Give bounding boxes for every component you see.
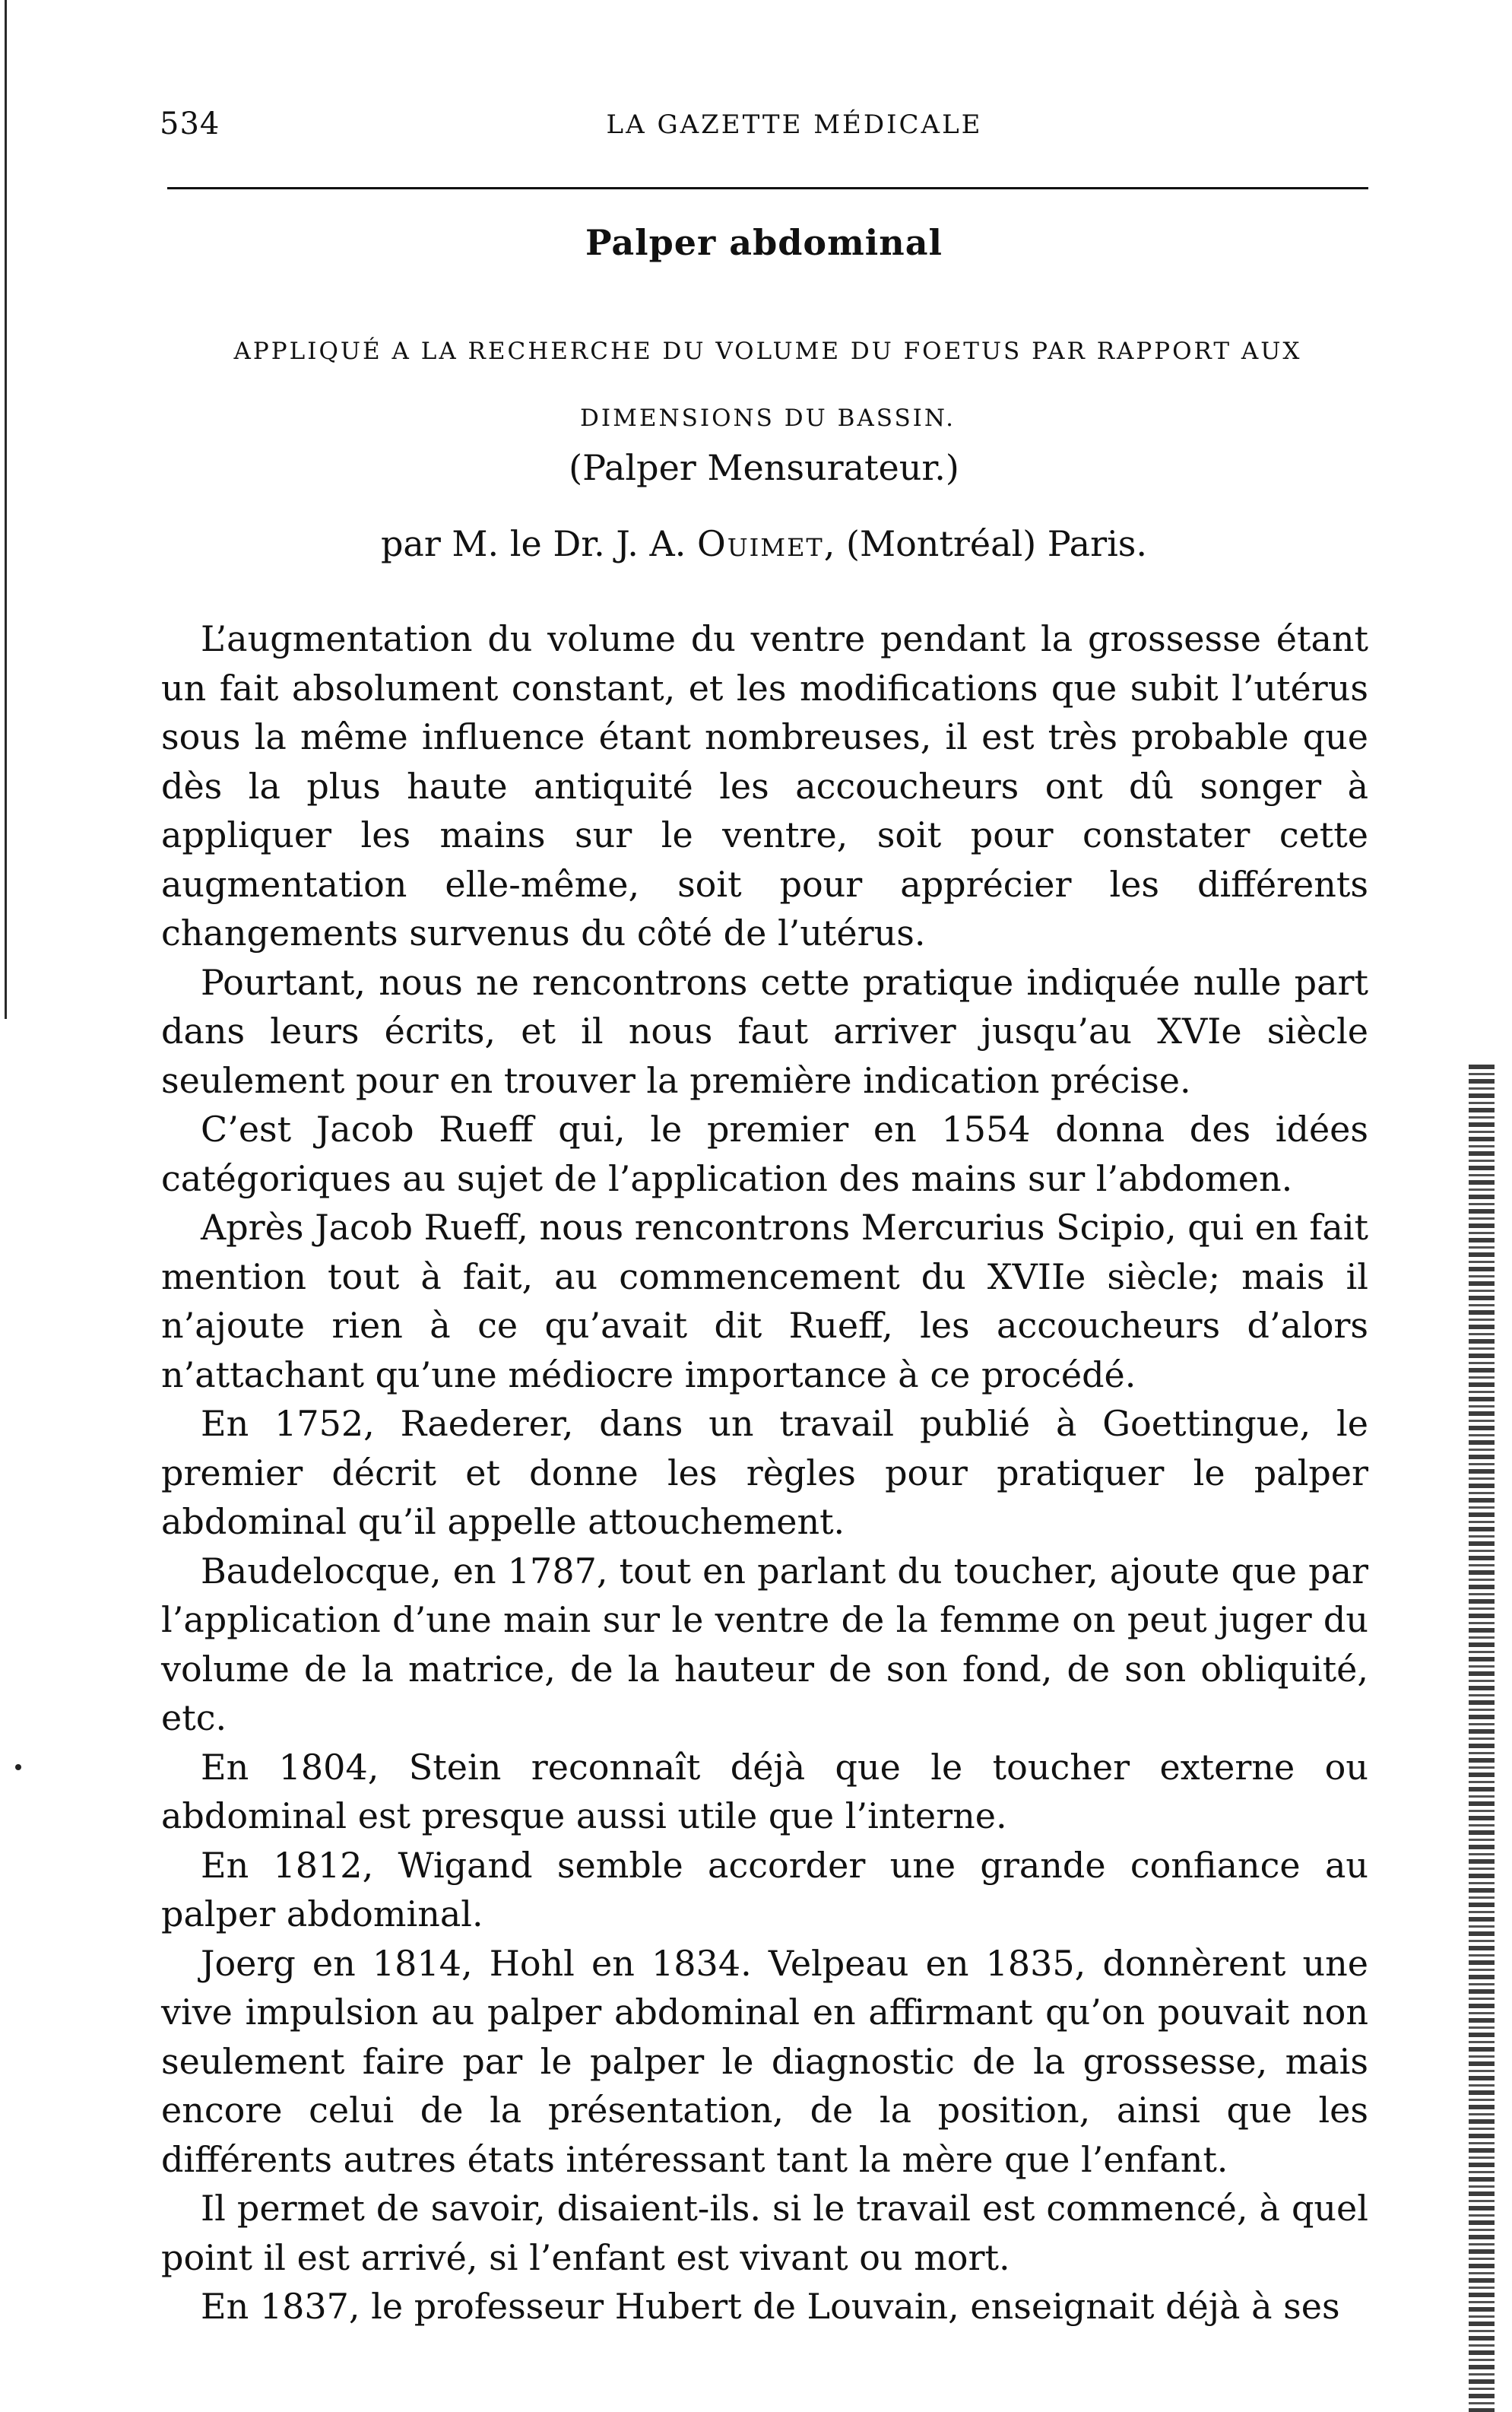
paragraph: En 1837, le professeur Hubert de Louvain, enseignait déjà à ses xyxy=(201,2286,1340,2327)
paragraph: Il permet de savoir, disaient-ils. si le travail est commencé, à quel point il est arrivé, si l’enfant est vivant ou mort. xyxy=(161,2188,1368,2278)
paragraph: Après Jacob Rueff, nous rencontrons Mercurius Scipio, qui en fait mention tout à fait, au commencement du XVIIe siècle; mais il n’ajoute rien à ce qu’avait dit Rueff, les accoucheurs d’alors n’attachant qu’une médiocre importance à ce procédé. xyxy=(161,1207,1368,1395)
article-alt-title: (Palper Mensurateur.) xyxy=(569,447,959,488)
paragraph: En 1804, Stein reconnaît déjà que le toucher externe ou abdominal est presque aussi utile que l’interne. xyxy=(161,1746,1368,1836)
paragraph: En 1752, Raederer, dans un travail publié à Goettingue, le premier décrit et donne les règles pour pratiquer le palper abdominal qu’il appelle attouchement. xyxy=(161,1403,1368,1542)
margin-dot xyxy=(15,1764,21,1770)
paragraph: Joerg en 1814, Hohl en 1834. Velpeau en 1835, donnèrent une vive impulsion au palper abdominal en affirmant qu’on pouvait non seulement faire par le palper le diagnostic de la grossesse, mais encore celui de la présentation, de la position, ainsi que les différents autres états intéressant tant la mère que l’enfant. xyxy=(161,1942,1368,2180)
paragraph: En 1812, Wigand semble accorder une grande confiance au palper abdominal. xyxy=(161,1844,1368,1934)
byline-prefix: par M. le Dr. J. A. xyxy=(380,523,686,564)
page-header xyxy=(160,106,1368,152)
page-edge-shadow xyxy=(5,0,7,1019)
article-title: Palper abdominal xyxy=(585,222,943,263)
paragraph: C’est Jacob Rueff qui, le premier en 1554 donna des idées catégoriques au sujet de l’application des mains sur l’abdomen. xyxy=(161,1109,1368,1199)
running-head: LA GAZETTE MÉDICALE xyxy=(606,109,983,140)
article-subtitle: APPLIQUÉ A LA RECHERCHE DU VOLUME DU FOETUS PAR RAPPORT AUX DIMENSIONS DU BASSIN. xyxy=(233,338,1302,432)
paragraph: L’augmentation du volume du ventre pendant la grossesse étant un fait absolument constant, et les modifications que subit l’utérus sous la même influence étant nombreuses, il est très probable que dès la plus haute antiquité les accoucheurs ont dû songer à appliquer les mains sur le ventre, soit pour constater cette augmentation elle-même, soit pour apprécier les différents changements survenus du côté de l’utérus. xyxy=(161,618,1368,954)
paragraph: Baudelocque, en 1787, tout en parlant du toucher, ajoute que par l’application d’une main sur le ventre de la femme on peut juger du volume de la matrice, de la hauteur de son fond, de son obliquité, etc. xyxy=(161,1550,1368,1738)
byline xyxy=(160,523,1368,564)
byline-author: Ouimet xyxy=(696,523,824,564)
paragraph: Pourtant, nous ne rencontrons cette pratique indiquée nulle part dans leurs écrits, et il nous faut arriver jusqu’au XVIe siècle seulement pour en trouver la première indication précise. xyxy=(161,961,1368,1101)
binding-margin-noise xyxy=(1469,1065,1495,2412)
page-number: 534 xyxy=(160,106,220,141)
header-rule xyxy=(167,187,1368,189)
article-body xyxy=(161,614,1368,2331)
byline-suffix: , (Montréal) Paris. xyxy=(823,523,1148,564)
